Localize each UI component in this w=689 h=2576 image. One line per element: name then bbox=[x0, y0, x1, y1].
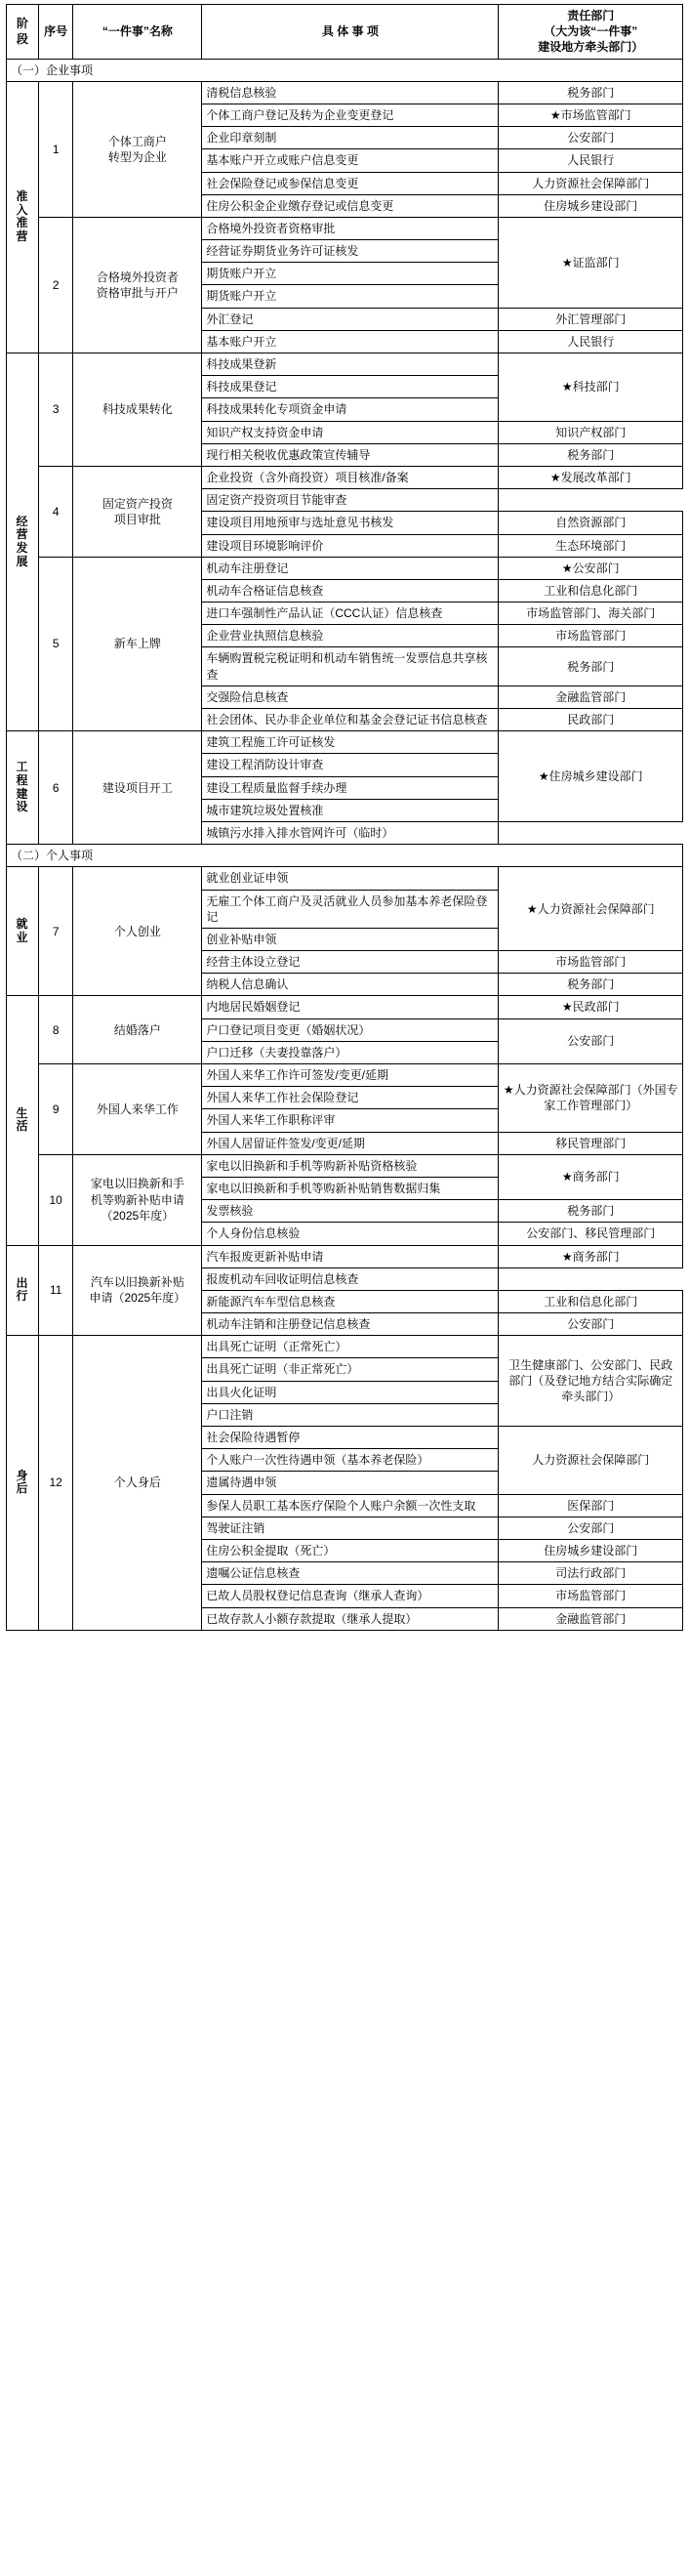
stage-label: 工程建设 bbox=[16, 760, 29, 814]
responsible-dept-cell: 生态环境部门 bbox=[499, 534, 683, 557]
row-number-cell: 4 bbox=[39, 466, 73, 557]
stage-label: 出 行 bbox=[16, 1275, 29, 1304]
responsible-dept-cell: 金融监管部门 bbox=[499, 1607, 683, 1630]
matter-item-cell: 已故存款人小额存款提取（继承人提取） bbox=[202, 1607, 499, 1630]
matter-item-cell: 机动车注册登记 bbox=[202, 557, 499, 579]
responsible-dept-cell: 税务部门 bbox=[499, 1200, 683, 1223]
matter-name-cell: 个人身后 bbox=[73, 1336, 202, 1630]
header-dept bbox=[499, 5, 683, 60]
matter-name-cell: 新车上牌 bbox=[73, 557, 202, 731]
matter-item-cell: 现行相关税收优惠政策宣传辅导 bbox=[202, 443, 499, 466]
matter-item-cell: 建设工程质量监督手续办理 bbox=[202, 776, 499, 799]
responsible-dept-cell: 市场监管部门 bbox=[499, 625, 683, 647]
header-name bbox=[73, 5, 202, 60]
matter-item-cell: 科技成果登新 bbox=[202, 353, 499, 376]
matter-item-cell: 家电以旧换新和手机等购新补贴销售数据归集 bbox=[202, 1177, 499, 1199]
matter-item-cell: 机动车注销和注册登记信息核查 bbox=[202, 1313, 499, 1336]
matter-item-cell: 报废机动车回收证明信息核查 bbox=[202, 1267, 499, 1290]
matter-item-cell: 汽车报废更新补贴申请 bbox=[202, 1245, 499, 1267]
matter-item-cell: 进口车强制性产品认证（CCC认证）信息核查 bbox=[202, 602, 499, 625]
matter-item-cell: 车辆购置税完税证明和机动车销售统一发票信息共享核查 bbox=[202, 647, 499, 686]
header-dept-line2: （大为该“一件事” bbox=[544, 24, 638, 39]
table-row bbox=[7, 1336, 683, 1358]
one-thing-matters-table bbox=[6, 4, 683, 1631]
matter-name-cell: 家电以旧换新和手 机等购新补贴申请 （2025年度） bbox=[73, 1154, 202, 1245]
table-row bbox=[7, 1064, 683, 1087]
responsible-dept-cell: 税务部门 bbox=[499, 81, 683, 104]
matter-item-cell: 期货账户开立 bbox=[202, 263, 499, 285]
row-number-cell: 7 bbox=[39, 867, 73, 996]
matter-item-cell: 企业营业执照信息核验 bbox=[202, 625, 499, 647]
responsible-dept-cell: 金融监管部门 bbox=[499, 686, 683, 708]
header-no bbox=[39, 5, 73, 60]
responsible-dept-cell: ★发展改革部门 bbox=[499, 466, 683, 488]
matter-item-cell: 外国人居留证件签发/变更/延期 bbox=[202, 1132, 499, 1154]
responsible-dept-cell: 人民银行 bbox=[499, 149, 683, 172]
responsible-dept-cell: 税务部门 bbox=[499, 647, 683, 686]
matter-item-cell: 出具死亡证明（非正常死亡） bbox=[202, 1358, 499, 1381]
matter-item-cell: 发票核验 bbox=[202, 1200, 499, 1223]
responsible-dept-cell: 公安部门 bbox=[499, 1517, 683, 1539]
table-row bbox=[7, 217, 683, 239]
header-stage bbox=[7, 5, 39, 60]
matter-item-cell: 建设项目环境影响评价 bbox=[202, 534, 499, 557]
matter-item-cell: 建设工程消防设计审查 bbox=[202, 754, 499, 776]
matter-item-cell: 家电以旧换新和手机等购新补贴资格核验 bbox=[202, 1154, 499, 1177]
responsible-dept-cell: 知识产权部门 bbox=[499, 421, 683, 443]
matter-item-cell: 固定资产投资项目节能审查 bbox=[202, 489, 499, 512]
matter-item-cell: 合格境外投资者资格审批 bbox=[202, 217, 499, 239]
table-row bbox=[7, 867, 683, 890]
matter-item-cell: 城镇污水排入排水管网许可（临时） bbox=[202, 821, 499, 844]
matter-item-cell: 个人账户一次性待遇申领（基本养老保险） bbox=[202, 1449, 499, 1472]
responsible-dept-cell: ★公安部门 bbox=[499, 557, 683, 579]
responsible-dept-cell: ★人力资源社会保障部门 bbox=[499, 867, 683, 951]
matter-item-cell: 城市建筑垃圾处置核准 bbox=[202, 799, 499, 821]
responsible-dept-cell: ★民政部门 bbox=[499, 996, 683, 1018]
matter-item-cell: 社会保险待遇暂停 bbox=[202, 1427, 499, 1449]
header-stage-label: 阶 段 bbox=[16, 17, 28, 47]
matter-item-cell: 企业印章刻制 bbox=[202, 127, 499, 149]
section-row bbox=[7, 59, 683, 81]
matter-item-cell: 知识产权支持资金申请 bbox=[202, 421, 499, 443]
matter-item-cell: 建设项目用地预审与选址意见书核发 bbox=[202, 512, 499, 534]
stage-cell bbox=[7, 353, 39, 731]
matter-item-cell: 参保人员职工基本医疗保险个人账户余额一次性支取 bbox=[202, 1494, 499, 1517]
matter-item-cell: 个人身份信息核验 bbox=[202, 1223, 499, 1245]
table-row bbox=[7, 466, 683, 488]
header-items bbox=[202, 5, 499, 60]
row-number-cell: 9 bbox=[39, 1064, 73, 1155]
row-number-cell: 2 bbox=[39, 217, 73, 353]
table-row bbox=[7, 1245, 683, 1267]
matter-name-cell: 合格境外投资者 资格审批与开户 bbox=[73, 217, 202, 353]
responsible-dept-cell: 公安部门 bbox=[499, 1313, 683, 1336]
responsible-dept-cell: ★市场监管部门 bbox=[499, 104, 683, 126]
matter-item-cell: 就业创业证申领 bbox=[202, 867, 499, 890]
responsible-dept-cell: 公安部门、移民管理部门 bbox=[499, 1223, 683, 1245]
header-dept-line3: 建设地方牵头部门） bbox=[538, 40, 644, 55]
matter-item-cell: 外汇登记 bbox=[202, 308, 499, 330]
header-items-label: 具 体 事 项 bbox=[321, 24, 379, 39]
responsible-dept-cell: 住房城乡建设部门 bbox=[499, 194, 683, 217]
responsible-dept-cell: 人民银行 bbox=[499, 330, 683, 353]
matter-item-cell: 新能源汽车车型信息核查 bbox=[202, 1290, 499, 1312]
matter-item-cell: 科技成果登记 bbox=[202, 376, 499, 398]
matter-name-cell: 个体工商户 转型为企业 bbox=[73, 81, 202, 217]
stage-cell bbox=[7, 1336, 39, 1630]
responsible-dept-cell: 人力资源社会保障部门 bbox=[499, 172, 683, 194]
stage-cell bbox=[7, 996, 39, 1245]
table-row bbox=[7, 1154, 683, 1177]
responsible-dept-cell: 移民管理部门 bbox=[499, 1132, 683, 1154]
stage-cell bbox=[7, 1245, 39, 1336]
row-number-cell: 5 bbox=[39, 557, 73, 731]
matter-item-cell: 科技成果转化专项资金申请 bbox=[202, 398, 499, 421]
table-row bbox=[7, 996, 683, 1018]
table-row bbox=[7, 731, 683, 754]
matter-name-cell: 建设项目开工 bbox=[73, 731, 202, 845]
matter-item-cell: 经营主体设立登记 bbox=[202, 951, 499, 974]
table-body bbox=[7, 59, 683, 1630]
matter-item-cell: 基本账户开立 bbox=[202, 330, 499, 353]
responsible-dept-cell: ★商务部门 bbox=[499, 1245, 683, 1267]
responsible-dept-cell: 市场监管部门 bbox=[499, 1585, 683, 1607]
responsible-dept-cell: 自然资源部门 bbox=[499, 512, 683, 534]
row-number-cell: 8 bbox=[39, 996, 73, 1064]
matter-item-cell: 户口迁移（夫妻投靠落户） bbox=[202, 1041, 499, 1063]
matter-item-cell: 已故人员股权登记信息查询（继承人查询） bbox=[202, 1585, 499, 1607]
matter-item-cell: 建筑工程施工许可证核发 bbox=[202, 731, 499, 754]
responsible-dept-cell: 税务部门 bbox=[499, 974, 683, 996]
matter-item-cell: 外国人来华工作许可签发/变更/延期 bbox=[202, 1064, 499, 1087]
matter-item-cell: 住房公积金企业缴存登记或信息变更 bbox=[202, 194, 499, 217]
matter-item-cell: 企业投资（含外商投资）项目核准/备案 bbox=[202, 466, 499, 488]
responsible-dept-cell: 市场监管部门、海关部门 bbox=[499, 602, 683, 625]
matter-item-cell: 驾驶证注销 bbox=[202, 1517, 499, 1539]
responsible-dept-cell: 工业和信息化部门 bbox=[499, 1290, 683, 1312]
header-no-label: 序号 bbox=[44, 24, 68, 39]
matter-item-cell: 交强险信息核查 bbox=[202, 686, 499, 708]
responsible-dept-cell: ★商务部门 bbox=[499, 1154, 683, 1199]
responsible-dept-cell: 住房城乡建设部门 bbox=[499, 1539, 683, 1561]
section-row bbox=[7, 845, 683, 867]
matter-name-cell: 科技成果转化 bbox=[73, 353, 202, 467]
responsible-dept-cell: 民政部门 bbox=[499, 709, 683, 731]
matter-item-cell: 户口登记项目变更（婚姻状况） bbox=[202, 1018, 499, 1041]
matter-name-cell: 外国人来华工作 bbox=[73, 1064, 202, 1155]
responsible-dept-cell: 市场监管部门 bbox=[499, 951, 683, 974]
section-heading-row: （二）个人事项 bbox=[7, 845, 683, 867]
responsible-dept-cell: ★科技部门 bbox=[499, 353, 683, 422]
row-number-cell: 12 bbox=[39, 1336, 73, 1630]
responsible-dept-cell: 公安部门 bbox=[499, 127, 683, 149]
responsible-dept-cell: 税务部门 bbox=[499, 443, 683, 466]
matter-item-cell: 出具火化证明 bbox=[202, 1381, 499, 1403]
stage-label: 身 后 bbox=[16, 1468, 29, 1496]
responsible-dept-cell: 医保部门 bbox=[499, 1494, 683, 1517]
header-name-label: “一件事”名称 bbox=[101, 24, 173, 39]
responsible-dept-cell: 司法行政部门 bbox=[499, 1562, 683, 1585]
matter-item-cell: 创业补贴申领 bbox=[202, 928, 499, 950]
matter-name-cell: 结婚落户 bbox=[73, 996, 202, 1064]
matter-item-cell: 外国人来华工作职称评审 bbox=[202, 1109, 499, 1132]
table-row bbox=[7, 81, 683, 104]
matter-item-cell: 个体工商户登记及转为企业变更登记 bbox=[202, 104, 499, 126]
responsible-dept-cell: 公安部门 bbox=[499, 1018, 683, 1063]
responsible-dept-cell: ★证监部门 bbox=[499, 217, 683, 308]
responsible-dept-cell: 工业和信息化部门 bbox=[499, 579, 683, 602]
matter-item-cell: 户口注销 bbox=[202, 1403, 499, 1426]
row-number-cell: 3 bbox=[39, 353, 73, 467]
row-number-cell: 1 bbox=[39, 81, 73, 217]
matter-item-cell: 出具死亡证明（正常死亡） bbox=[202, 1336, 499, 1358]
row-number-cell: 10 bbox=[39, 1154, 73, 1245]
matter-name-cell: 个人创业 bbox=[73, 867, 202, 996]
stage-cell bbox=[7, 731, 39, 845]
stage-cell bbox=[7, 867, 39, 996]
matter-item-cell: 内地居民婚姻登记 bbox=[202, 996, 499, 1018]
matter-item-cell: 机动车合格证信息核查 bbox=[202, 579, 499, 602]
responsible-dept-cell: 外汇管理部门 bbox=[499, 308, 683, 330]
stage-label: 经 营 发 展 bbox=[16, 514, 29, 568]
matter-item-cell: 期货账户开立 bbox=[202, 285, 499, 308]
matter-item-cell: 社会团体、民办非企业单位和基金会登记证书信息核查 bbox=[202, 709, 499, 731]
matter-item-cell: 纳税人信息确认 bbox=[202, 974, 499, 996]
table-row bbox=[7, 353, 683, 376]
stage-label: 准 入 准 营 bbox=[16, 188, 29, 244]
matter-item-cell: 遗属待遇申领 bbox=[202, 1472, 499, 1494]
matter-name-cell: 固定资产投资 项目审批 bbox=[73, 466, 202, 557]
matter-item-cell: 外国人来华工作社会保险登记 bbox=[202, 1087, 499, 1109]
header-dept-line1: 责任部门 bbox=[567, 9, 615, 22]
matter-item-cell: 经营证券期货业务许可证核发 bbox=[202, 240, 499, 263]
stage-label: 生 活 bbox=[16, 1105, 29, 1134]
row-number-cell: 11 bbox=[39, 1245, 73, 1336]
responsible-dept-cell: ★人力资源社会保障部门（外国专家工作管理部门） bbox=[499, 1064, 683, 1133]
matter-item-cell: 清税信息核验 bbox=[202, 81, 499, 104]
stage-label: 就业 bbox=[16, 917, 29, 944]
responsible-dept-cell: 人力资源社会保障部门 bbox=[499, 1427, 683, 1495]
matter-item-cell: 社会保险登记或参保信息变更 bbox=[202, 172, 499, 194]
matter-item-cell: 遗嘱公证信息核查 bbox=[202, 1562, 499, 1585]
row-number-cell: 6 bbox=[39, 731, 73, 845]
matter-item-cell: 基本账户开立或账户信息变更 bbox=[202, 149, 499, 172]
responsible-dept-cell: 卫生健康部门、公安部门、民政部门（及登记地方结合实际确定牵头部门） bbox=[499, 1336, 683, 1427]
table-row bbox=[7, 557, 683, 579]
matter-item-cell: 住房公积金提取（死亡） bbox=[202, 1539, 499, 1561]
stage-cell bbox=[7, 81, 39, 353]
matter-name-cell: 汽车以旧换新补贴 申请（2025年度） bbox=[73, 1245, 202, 1336]
section-heading-row: （一）企业事项 bbox=[7, 59, 683, 81]
responsible-dept-cell: ★住房城乡建设部门 bbox=[499, 731, 683, 822]
matter-item-cell: 无雇工个体工商户及灵活就业人员参加基本养老保险登记 bbox=[202, 890, 499, 928]
table-header bbox=[7, 5, 683, 60]
